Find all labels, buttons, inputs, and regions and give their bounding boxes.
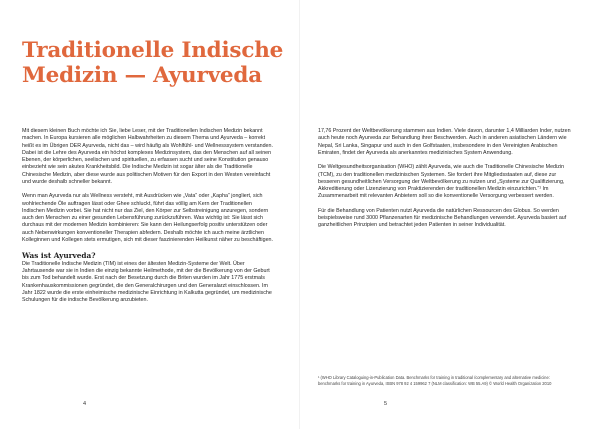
page-number: 5	[384, 401, 388, 407]
footnote: ¹ (WHO Library Cataloguing-in-Publication Data. Benchmarks for training in traditional /complementary and alternative medicine: benchmarks for training in Ayurveda, ISBN 978 92 4 159962 7 (NLM classification: WB 55.A9) © World Health Organization 2010	[318, 375, 552, 386]
right-body-text	[318, 128, 571, 230]
right-page	[300, 0, 600, 429]
paragraph: Die Traditionelle Indische Medizin (TIM) ist eines der ältesten Medizin-Systeme der Welt. Über Jahrtausende war sie in Indien die einzig bekannte Heilmethode, mit der die Bevölkerung von der Geburt bis zum Tod behandelt wurde. Erst nach der Besetzung durch die Briten wurden im Jahr 1775 erstmals Krankenhauskommissionen gegründet, die den Generalchirurgen und den Generalarzt einschlossen. Im Jahr 1822 wurde die erste einheimische medizinische Einrichtung in Kalkutta gegründet, um medizinische Schulungen für die indische Bevölkerung anzubieten.	[22, 260, 272, 303]
chapter-title	[22, 38, 287, 88]
paragraph: 17,76 Prozent der Weltbevölkerung stammen aus Indien. Viele davon, darunter 1,4 Milliarden Inder, nutzen auch heute noch Ayurveda zur Behandlung ihrer Beschwerden. Auch in anderen asiatischen Ländern wie Nepal, Sri Lanka, Singapur und auch in den Golfstaaten, insbesondere in den Vereinigten Arabischen Emiraten, findet der Ayurveda als anerkanntes medizinisches System Anwendung.	[318, 128, 571, 156]
chapter-title-line-1: Traditionelle Indische	[22, 38, 284, 63]
paragraph: Die Weltgesundheitsorganisation (WHO) zählt Ayurveda, wie auch die Traditionelle Chinesische Medizin (TCM), zu den traditionellen medizinischen Systemen. Sie fordert ihre Mitgliedsstaaten auf, diese zur besseren gesundheitlichen Versorgung der Weltbevölkerung zu nutzen und „Systeme zur Qualifizierung, Akkreditierung oder Lizenzierung von Praktizierenden der traditionellen Medizin einzurichten.“¹ Im Zusammenarbeit mit relevanten Anbietern soll so die konventionelle Versorgung verbessert werden.	[318, 164, 565, 200]
left-body-text	[22, 128, 275, 304]
paragraph: Mit diesem kleinen Buch möchte ich Sie, liebe Leser, mit der Traditionellen Indischen Medizin bekannt machen. In Europa kursieren alle möglichen Halbwahrheiten zu diesem Thema und Ayurveda – korrekt heißt es im Übrigen DER Ayurveda, nicht das – wird häufig als Wohlfühl- und Wellnesssystem verstanden. Dabei ist die Lehre des Ayurveda ein höchst komplexes Medizinsystem, das den Menschen auf all seinen Ebenen, der körperlichen, seelischen und spirituellen, zu erfassen sucht und seine Konstitution genauso einbezieht wie sein akutes Krankheitsbild. Die Indische Medizin ist sogar älter als die Traditionelle Chinesische Medizin, aber diese wurde aus politischen Motiven für den Export in den Westen vereinfacht und wurde deshalb schneller bekannt.	[22, 128, 273, 185]
paragraph: Für die Behandlung von Patienten nutzt Ayurveda die natürlichen Ressourcen des Globus. So werden beispielsweise rund 3000 Pflanzenarten für medizinische Behandlungen verwendet. Ayurveda basiert auf ganzheitlichen Prinzipien und betrachtet jeden Patienten in seiner Individualität.	[318, 207, 567, 229]
section-heading: Was ist Ayurveda?	[22, 251, 96, 261]
paragraph: Wenn man Ayurveda nur als Wellness versteht, mit Ausdrücken wie „Vata“ oder „Kapha“ jongliert, sich wohlriechende Öle auftragen lässt oder Ghee schluckt, führt das völlig am Kern der Traditionellen Indischen Medizin vorbei. Sie hat nicht nur das Ziel, den Körper zur Selbstreinigung anzuregen, sondern auch den Menschen zu einer gesunden Lebensführung zurückzuführen. Was wichtig ist: Sie lässt sich durchaus mit der modernen Medizin kombinieren: Sie kann den Heilungserfolg positiv unterstützen oder auch Nebenwirkungen konventioneller Therapien abfedern. Deshalb möchte ich auch meine ärztlichen Kolleginnen und Kollegen stets ermutigen, sich mit dieser faszinierenden Heilkunst näher zu beschäftigen.	[22, 193, 274, 243]
chapter-title-line-2: Medizin — Ayurveda	[22, 63, 262, 88]
page-number: 4	[83, 401, 87, 407]
